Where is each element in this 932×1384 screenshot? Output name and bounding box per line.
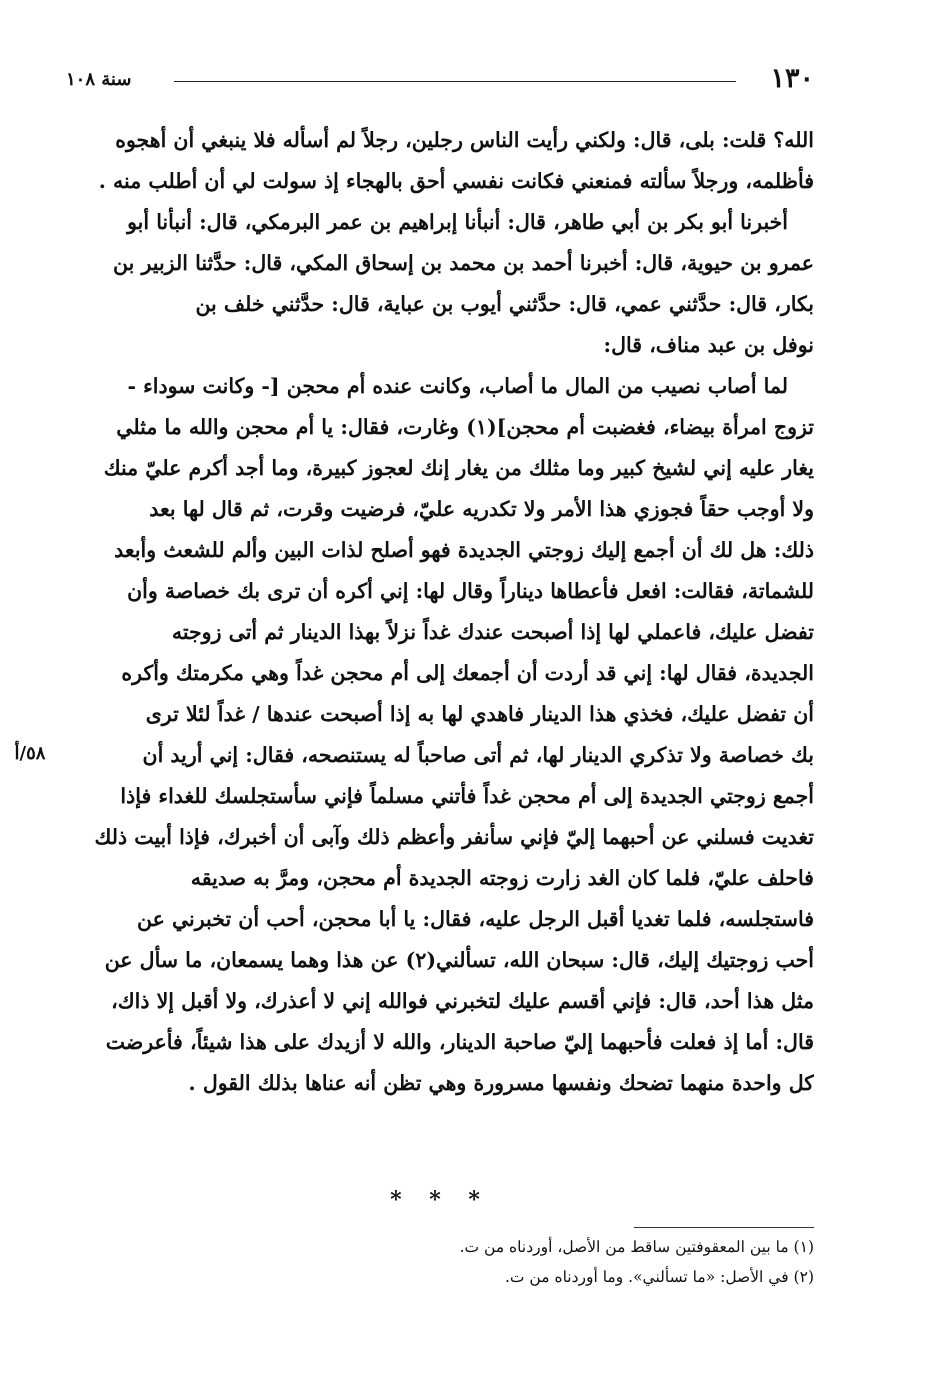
footnote: (٢) في الأصل: «ما تسألني». وما أوردناه من ت. bbox=[504, 1268, 814, 1286]
text-line: ولا أوجب حقاً فجوزي هذا الأمر ولا تكدريه عليّ، فرضيت وقرت، ثم قال لها بعد bbox=[149, 497, 814, 521]
text-line: فأظلمه، ورجلاً سألته فمنعني فكانت نفسي أحق بالهجاء إذ سولت لي أن أطلب منه . bbox=[98, 169, 814, 193]
text-line: تفضل عليك، فاعملي لها إذا أصبحت عندك غداً نزلاً بهذا الدينار ثم أتى زوجته bbox=[171, 620, 814, 644]
section-separator: * * * bbox=[390, 1187, 490, 1213]
text-line: بكار، قال: حدَّثني عمي، قال: حدَّثني أيوب بن عباية، قال: حدَّثني خلف بن bbox=[195, 292, 814, 316]
text-line: أحب زوجتيك إليك، قال: سبحان الله، تسألني(٢) عن هذا وهما يسمعان، ما سأل عن bbox=[104, 948, 814, 972]
text-line: فاحلف عليّ، فلما كان الغد زارت زوجته الجديدة أم محجن، ومرَّ به صديقه bbox=[190, 866, 814, 890]
text-line: فاستجلسه، فلما تغديا أقبل الرجل عليه، فقال: يا أبا محجن، أحب أن تخبرني عن bbox=[136, 907, 814, 931]
running-head: سنة ١٠٨ bbox=[66, 69, 132, 90]
text-line: كل واحدة منهما تضحك ونفسها مسرورة وهي تظن أنه عناها بذلك القول . bbox=[188, 1071, 814, 1095]
text-line: أن تفضل عليك، فخذي هذا الدينار فاهدي لها به إذا أصبحت عندها / غداً لئلا ترى bbox=[145, 702, 814, 726]
text-line: يغار عليه إني لشيخ كبير وما مثلك من يغار إنك لعجوز كبيرة، وما أجد أكرم عليّ منك bbox=[103, 456, 814, 480]
text-line: تزوج امرأة بيضاء، فغضبت أم محجن](١) وغارت، فقال: يا أم محجن والله ما مثلي bbox=[116, 415, 814, 439]
text-line: الله؟ قلت: بلى، قال: ولكني رأيت الناس رجلين، رجلاً لم أسأله فلا ينبغي أن أهجوه bbox=[115, 128, 814, 152]
footnotes bbox=[66, 1232, 814, 1292]
footnote: (١) ما بين المعقوفتين ساقط من الأصل، أوردناه من ت. bbox=[459, 1238, 814, 1256]
text-line: لما أصاب نصيب من المال ما أصاب، وكانت عنده أم محجن [- وكانت سوداء - bbox=[127, 374, 788, 398]
text-line: الجديدة، فقال لها: إني قد أردت أن أجمعك إلى أم محجن غداً وهي مكرمتك وأكره bbox=[121, 661, 814, 685]
text-line: أجمع زوجتي الجديدة إلى أم محجن غداً فأتني مسلماً فإني سأستجلسك للغداء فإذا bbox=[120, 784, 814, 808]
footnote-rule bbox=[634, 1227, 814, 1228]
text-line: بك خصاصة ولا تذكري الدينار لها، ثم أتى صاحباً له يستنصحه، فقال: إني أريد أن bbox=[142, 743, 814, 767]
header-rule bbox=[174, 81, 736, 82]
book-page bbox=[14, 62, 814, 1312]
text-line: قال: أما إذ فعلت فأحبهما إليّ صاحبة الدينار، والله لا أزيدك على هذا شيئاً، فأعرضت bbox=[105, 1030, 814, 1054]
text-line: للشماتة، فقالت: افعل فأعطاها ديناراً وقال لها: إني أكره أن ترى بك خصاصة وأن bbox=[127, 579, 814, 603]
text-line: أخبرنا أبو بكر بن أبي طاهر، قال: أنبأنا إبراهيم بن عمر البرمكي، قال: أنبأنا أبو bbox=[127, 210, 788, 234]
text-line: نوفل بن عبد مناف، قال: bbox=[603, 333, 814, 357]
page-header bbox=[66, 62, 814, 98]
page-number: ١٣٠ bbox=[770, 63, 814, 94]
text-line: ذلك: هل لك أن أجمع إليك زوجتي الجديدة فهو أصلح لذات البين وألم للشعث وأبعد bbox=[114, 538, 814, 562]
text-line: مثل هذا أحد، قال: فإني أقسم عليك لتخبرني فوالله إني لا أعذرك، ولا أقبل إلا ذاك، bbox=[111, 989, 814, 1013]
text-line: عمرو بن حيوية، قال: أخبرنا أحمد بن محمد بن إسحاق المكي، قال: حدَّثنا الزبير بن bbox=[113, 251, 814, 275]
body-text bbox=[66, 120, 814, 1104]
text-line: تغديت فسلني عن أحبهما إليّ فإني سأنفر وأعظم ذلك وآبى أن أخبرك، فإذا أبيت ذلك bbox=[94, 825, 814, 849]
manuscript-folio-marker: ٥٨/أ bbox=[14, 743, 46, 764]
